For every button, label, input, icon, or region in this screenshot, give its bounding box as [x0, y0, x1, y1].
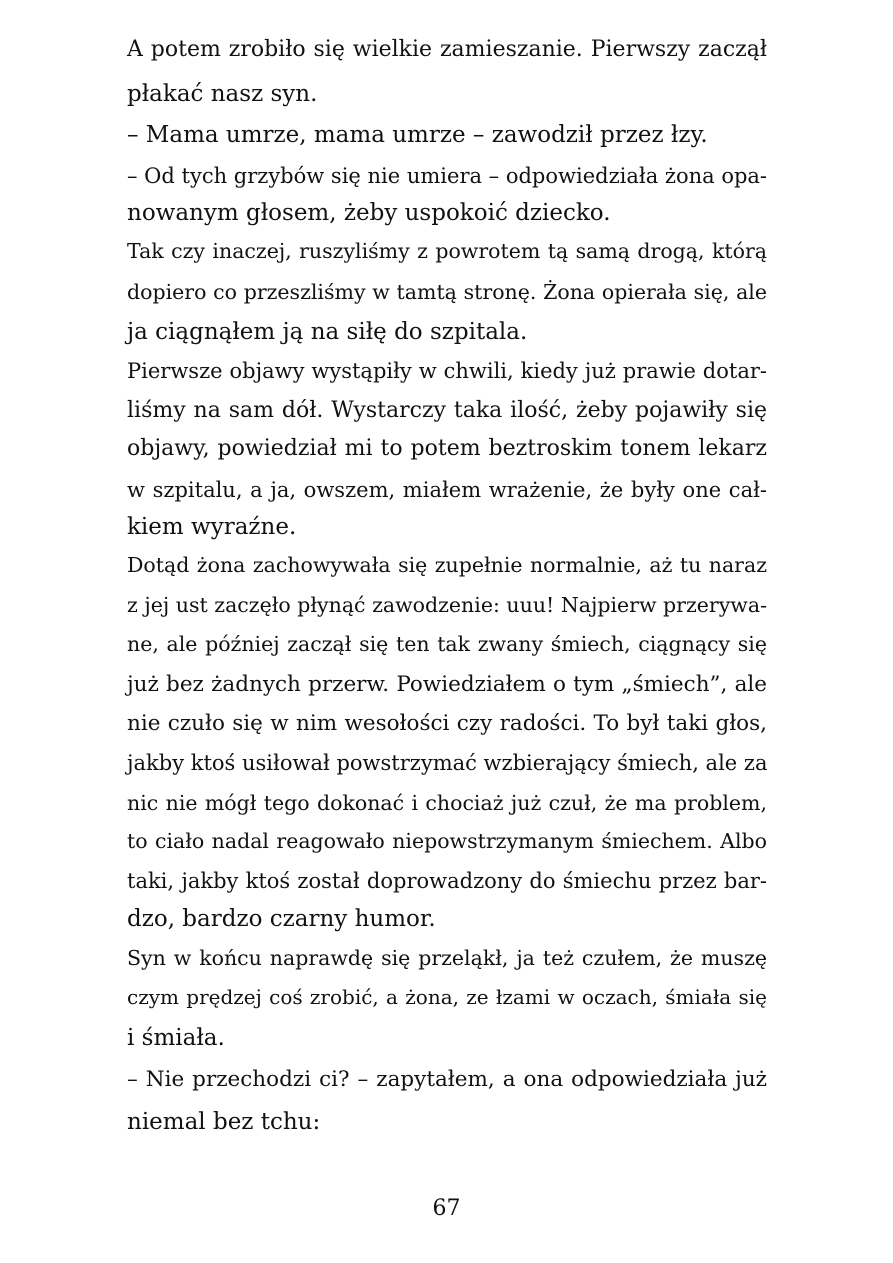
text-line: nic nie mógł tego dokonać i chociaż już czuł, że ma problem, — [127, 791, 767, 815]
text-line: objawy, powiedział mi to potem beztroskim tonem lekarz — [127, 436, 767, 461]
text-line: płakać nasz syn. — [127, 81, 318, 107]
text-line: nie czuło się w nim wesołości czy radości. To był taki głos, — [127, 711, 767, 736]
text-line: kiem wyraźne. — [127, 514, 297, 540]
text-line: ne, ale później zaczął się ten tak zwany śmiech, ciągnący się — [127, 632, 767, 656]
text-line: Tak czy inaczej, ruszyliśmy z powrotem tą samą drogą, którą — [127, 239, 767, 263]
text-line: Syn w końcu naprawdę się przeląkł, ja też czułem, że muszę — [127, 946, 767, 970]
text-line: Pierwsze objawy wystąpiły w chwili, kiedy już prawie dotar- — [127, 359, 767, 383]
text-line: – Od tych grzybów się nie umiera – odpowiedziała żona opa- — [127, 164, 768, 188]
text-line: Dotąd żona zachowywała się zupełnie normalnie, aż tu naraz — [127, 553, 767, 577]
text-line: nowanym głosem, żeby uspokoić dziecko. — [127, 200, 611, 226]
text-line: taki, jakby ktoś został doprowadzony do śmiechu przez bar- — [127, 869, 767, 893]
text-line: czym prędzej coś zrobić, a żona, ze łzami w oczach, śmiała się — [127, 985, 767, 1009]
text-line: dzo, bardzo czarny humor. — [127, 906, 436, 932]
text-line: – Mama umrze, mama umrze – zawodził przez łzy. — [127, 122, 708, 148]
text-line: A potem zrobiło się wielkie zamieszanie. Pierwszy zaczął — [127, 37, 767, 62]
text-line: to ciało nadal reagowało niepowstrzymanym śmiechem. Albo — [127, 829, 767, 853]
page-number: 67 — [432, 1196, 461, 1221]
text-line: dopiero co przeszliśmy w tamtą stronę. Żona opierała się, ale — [127, 280, 767, 304]
text-line: i śmiała. — [127, 1025, 225, 1051]
text-line: z jej ust zaczęło płynąć zawodzenie: uuu! Najpierw przerywa- — [127, 593, 767, 617]
text-line: w szpitalu, a ja, owszem, miałem wrażenie, że były one cał- — [127, 478, 767, 502]
text-line: liśmy na sam dół. Wystarczy taka ilość, żeby pojawiły się — [127, 398, 767, 423]
text-line: ja ciągnąłem ją na siłę do szpitala. — [127, 319, 528, 345]
text-line: już bez żadnych przerw. Powiedziałem o tym „śmiech”, ale — [127, 672, 767, 697]
text-line: jakby ktoś usiłował powstrzymać wzbierający śmiech, ale za — [127, 751, 768, 775]
text-line: – Nie przechodzi ci? – zapytałem, a ona odpowiedziała już — [127, 1067, 767, 1092]
text-line: niemal bez tchu: — [127, 1109, 321, 1135]
